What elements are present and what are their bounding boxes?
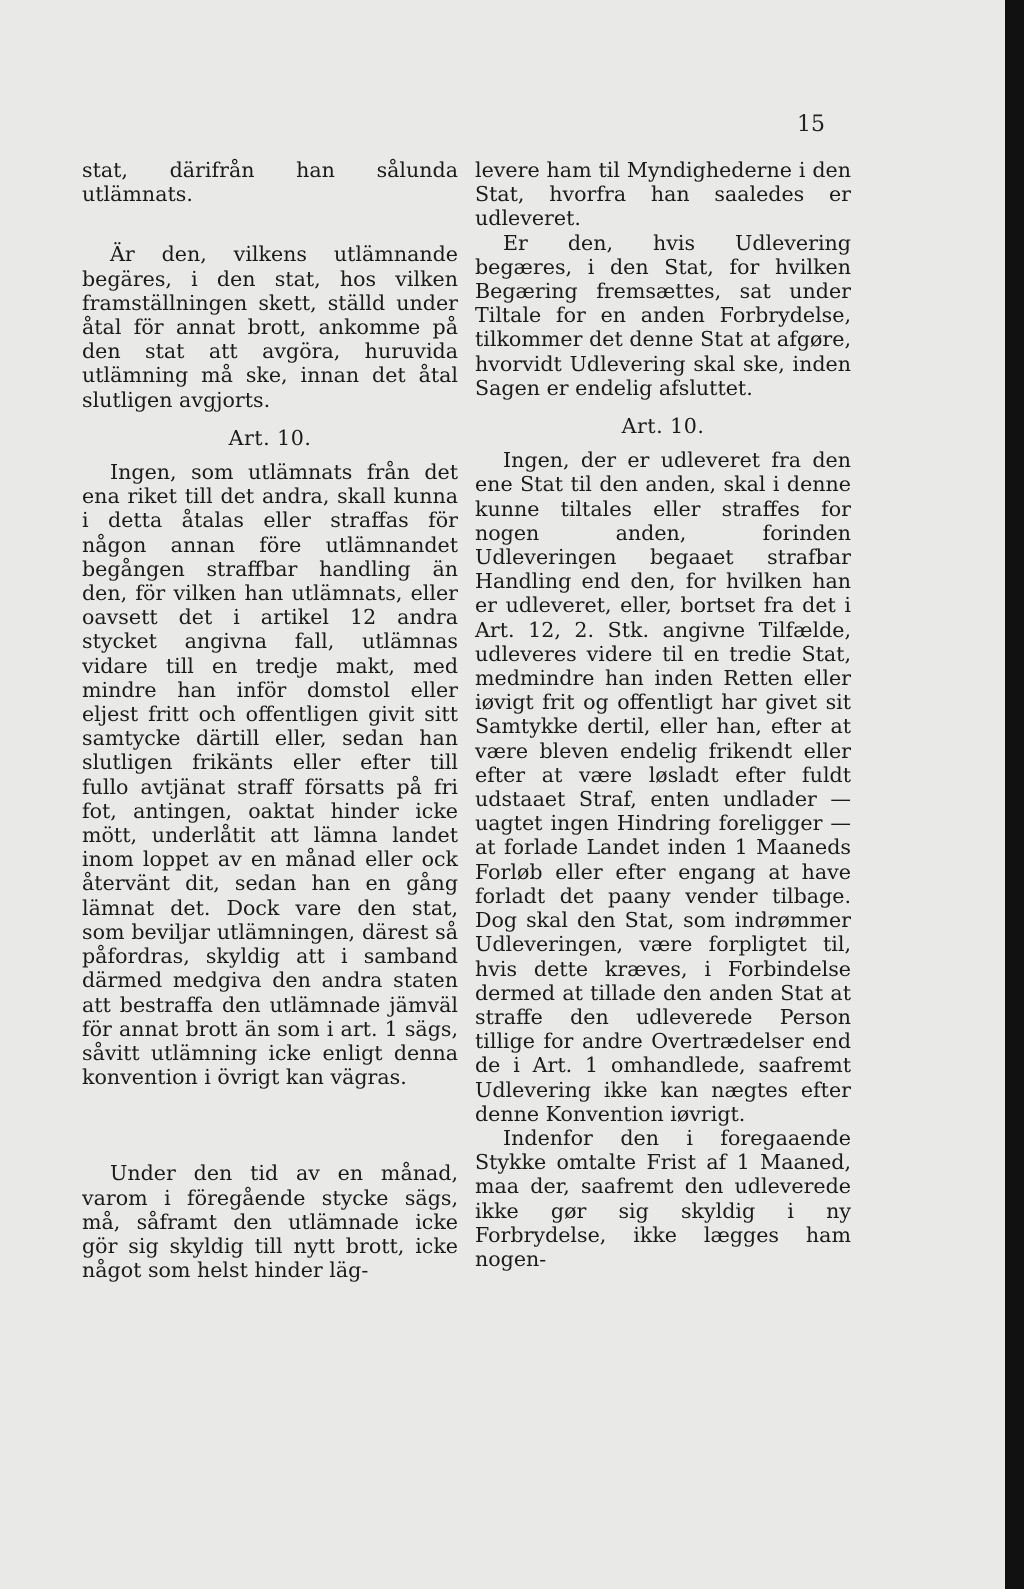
page-number: 15 [797, 112, 825, 137]
danish-paragraph-3: Ingen, der er udleveret fra den ene Stat til den anden, skal i denne kunne tiltales eller straffes for nogen anden, forinden Udleveringen begaaet strafbar Handling end den, for hvilken han er udleveret, eller, bortset fra det i Art. 12, 2. Stk. angivne Tilfælde, udleveres videre til en tredie Stat, medmindre han inden Retten eller iøvigt frit og offentligt har givet sit Samtykke dertil, eller han, efter at være bleven endelig frikendt eller efter at være løsladt efter fuldt udstaaet Straf, enten undlader — uagtet ingen Hindring foreligger — at forlade Landet inden 1 Maaneds Forløb eller efter engang at have forladt det paany vender tilbage. Dog skal den Stat, som indrømmer Udleveringen, være forpligtet til, hvis dette kræves, i Forbindelse dermed at tillade den anden Stat at straffe den udleverede Person tillige for andre Overtrædelser end de i Art. 1 omhandlede, saafremt Udlevering ikke kan nægtes efter denne Konvention iøvrigt. [475, 448, 851, 1126]
danish-article-heading: Art. 10. [621, 414, 705, 439]
danish-paragraph-1: levere ham til Myndighederne i den Stat, hvorfra han saaledes er udleveret. [475, 158, 851, 231]
spacer [82, 1089, 458, 1161]
danish-paragraph-2: Er den, hvis Udlevering begæres, i den Stat, for hvilken Begæring fremsættes, sat under Tiltale for en anden Forbrydelse, tilkommer det denne Stat at afgøre, hvorvidt Udlevering skal ske, inden Sagen er endelig afsluttet. [475, 230, 851, 400]
danish-paragraph-4: Indenfor den i foregaaende Stykke omtalte Frist af 1 Maaned, maa der, saafremt den udleverede ikke gør sig skyldig i ny Forbrydelse, ikke lægges ham nogen- [475, 1125, 851, 1271]
swedish-paragraph-2: Är den, vilkens utlämnande begäres, i den stat, hos vilken framställningen skett, ställd under åtal för annat brott, ankomme på den stat att avgöra, huruvida utlämning må ske, innan det åtal slutligen avgjorts. [82, 242, 458, 412]
swedish-paragraph-1: stat, därifrån han sålunda utlämnats. [82, 158, 458, 207]
swedish-paragraph-3: Ingen, som utlämnats från det ena riket till det andra, skall kunna i detta åtalas eller straffas för någon annan före utlämnandet begången straffbar handling än den, för vilken han utlämnats, eller oavsett det i artikel 12 andra stycket angivna fall, utlämnas vidare till en tredje makt, med mindre han inför domstol eller eljest fritt och offentligen givit sitt samtycke därtill eller, sedan han slutligen frikänts eller efter till fullo avtjänat straff försatts på fri fot, antingen, oaktat hinder icke mött, underlåtit att lämna landet inom loppet av en månad eller ock återvänt dit, sedan han en gång lämnat det. Dock vare den stat, som beviljar utlämningen, därest så påfordras, skyldig att i samband därmed medgiva den andra staten att bestraffa den utlämnade jämväl för annat brott än som i art. 1 sägs, såvitt utlämning icke enligt denna konvention i övrigt kan vägras. [82, 460, 458, 1090]
swedish-column [82, 158, 458, 1282]
page-edge-shadow [1005, 0, 1024, 1589]
danish-column [475, 158, 851, 1271]
swedish-paragraph-4: Under den tid av en månad, varom i föregående stycke sägs, må, såframt den utlämnade icke gör sig skyldig till nytt brott, icke något som helst hinder läg- [82, 1161, 458, 1283]
spacer [82, 206, 458, 242]
swedish-article-heading: Art. 10. [228, 425, 312, 450]
